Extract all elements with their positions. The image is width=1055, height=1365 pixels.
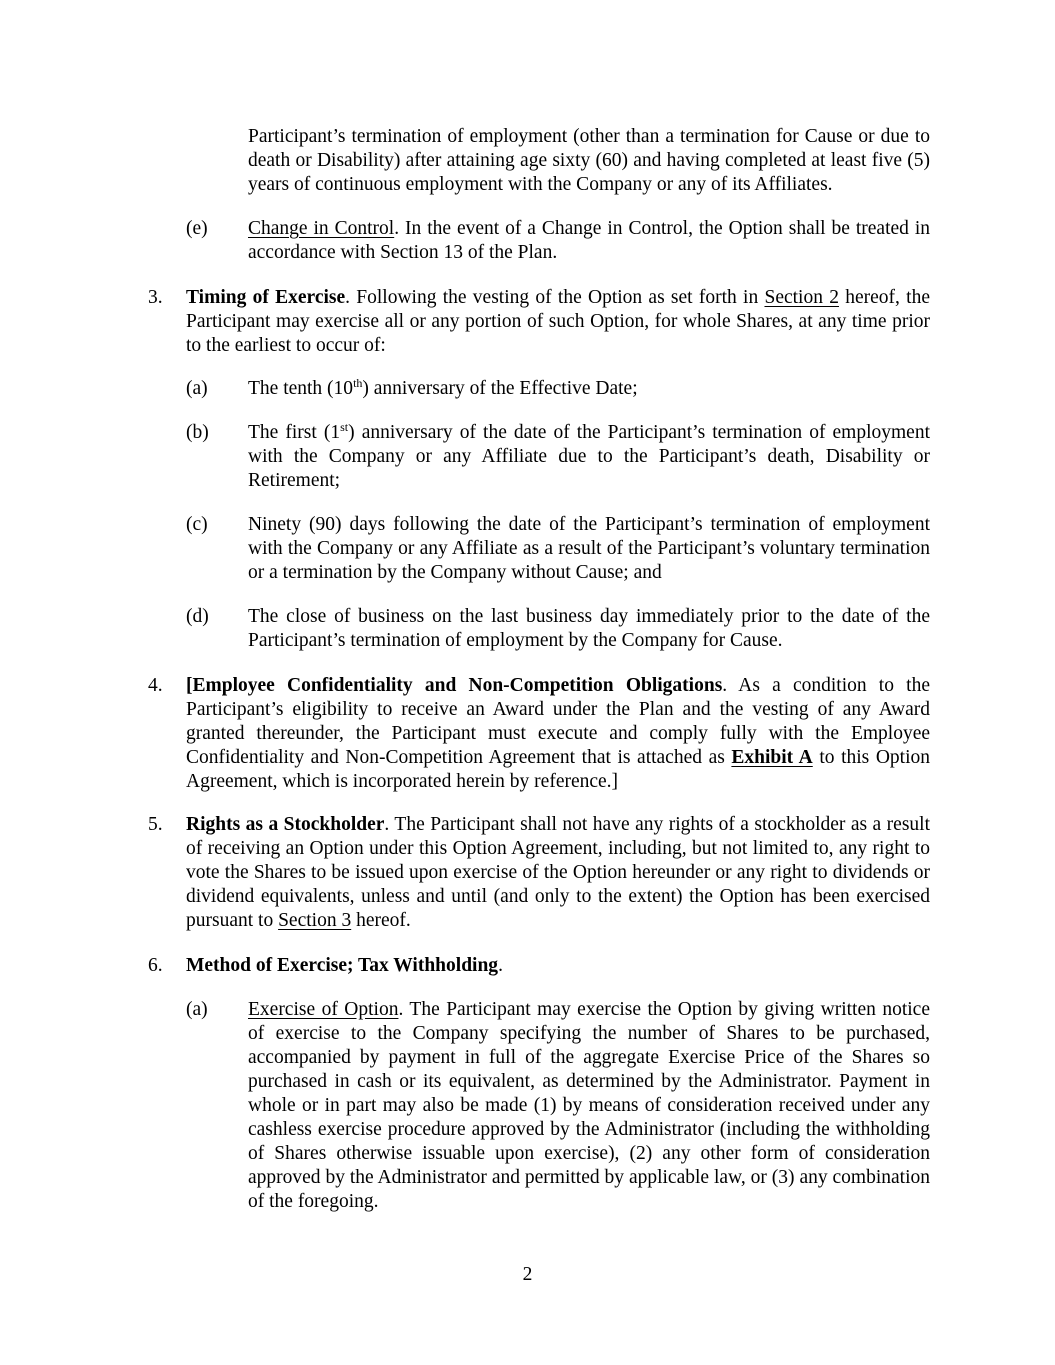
section-reference: Section 3	[278, 910, 352, 931]
page-number: 2	[522, 1264, 533, 1285]
item-label: (e)	[186, 218, 208, 239]
section-body: Method of Exercise; Tax Withholding.	[186, 955, 503, 976]
item-body: The first (1st) anniversary of the date of the Participant’s termination of employment with the Company or any Affiliate due to the Participant’s death, Disability or Retirement;	[248, 420, 930, 491]
section-number: 5.	[148, 814, 163, 835]
item-body: Ninety (90) days following the date of the Participant’s termination of employment with the Company or any Affiliate as a result of the Participant’s voluntary termination or a termination by the Company without Cause; and	[248, 514, 930, 583]
section-heading: Timing of Exercise	[186, 287, 346, 308]
item-body: The close of business on the last business day immediately prior to the date of the Participant’s termination of employment by the Company for Cause.	[248, 606, 930, 651]
item-label: (d)	[186, 606, 209, 627]
section-heading: Method of Exercise; Tax Withholding	[186, 955, 499, 976]
section-heading: Rights as a Stockholder	[186, 814, 385, 835]
section-body: [Employee Confidentiality and Non-Competition Obligations. As a condition to the Participant’s eligibility to receive an Award under the Plan and the vesting of any Award granted thereunder, the Participant must execute and comply fully with the Employee Confidentiality and Non-Competition Agreement that is attached as Exhibit A to this Option Agreement, which is incorporated herein by reference.]	[186, 675, 930, 792]
exhibit-reference: Exhibit A	[731, 747, 813, 768]
section-number: 6.	[148, 955, 163, 976]
continuation-paragraph: Participant’s termination of employment (other than a termination for Cause or due to death or Disability) after attaining age sixty (60) and having completed at least five (5) years of continuous employment with the Company or any of its Affiliates.	[248, 126, 930, 195]
item-label: (c)	[186, 514, 208, 535]
section-number: 4.	[148, 675, 163, 696]
item-heading: Change in Control	[248, 218, 395, 239]
item-heading: Exercise of Option	[248, 999, 399, 1020]
item-label: (b)	[186, 422, 209, 443]
section-number: 3.	[148, 287, 163, 308]
item-label: (a)	[186, 378, 208, 399]
section-body: Timing of Exercise. Following the vesting of the Option as set forth in Section 2 hereof, the Participant may exercise all or any portion of such Option, for whole Shares, at any time prior to the earliest to occur of:	[186, 287, 931, 356]
item-label: (a)	[186, 999, 208, 1020]
item-body: Exercise of Option. The Participant may exercise the Option by giving written notice of exercise to the Company specifying the number of Shares to be purchased, accompanied by payment in full of the aggregate Exercise Price of the Shares so purchased in cash or its equivalent, as determined by the Administrator. Payment in whole or in part may also be made (1) by means of consideration received under any cashless exercise procedure approved by the Administrator (including the withholding of Shares otherwise issuable upon exercise), (2) any other form of consideration approved by the Administrator and permitted by applicable law, or (3) any combination of the foregoing.	[248, 999, 930, 1212]
item-body: The tenth (10th) anniversary of the Effective Date;	[248, 376, 638, 399]
section-body: Rights as a Stockholder. The Participant shall not have any rights of a stockholder as a result of receiving an Option under this Option Agreement, including, but not limited to, any right to vote the Shares to be issued upon exercise of the Option hereunder or any right to dividends or dividend equivalents, unless and until (and only to the extent) the Option has been exercised pursuant to Section 3 hereof.	[186, 814, 930, 931]
section-reference: Section 2	[764, 287, 839, 308]
section-heading: [Employee Confidentiality and Non-Competition Obligations	[186, 675, 723, 696]
item-body: Change in Control. In the event of a Change in Control, the Option shall be treated in accordance with Section 13 of the Plan.	[248, 218, 930, 263]
